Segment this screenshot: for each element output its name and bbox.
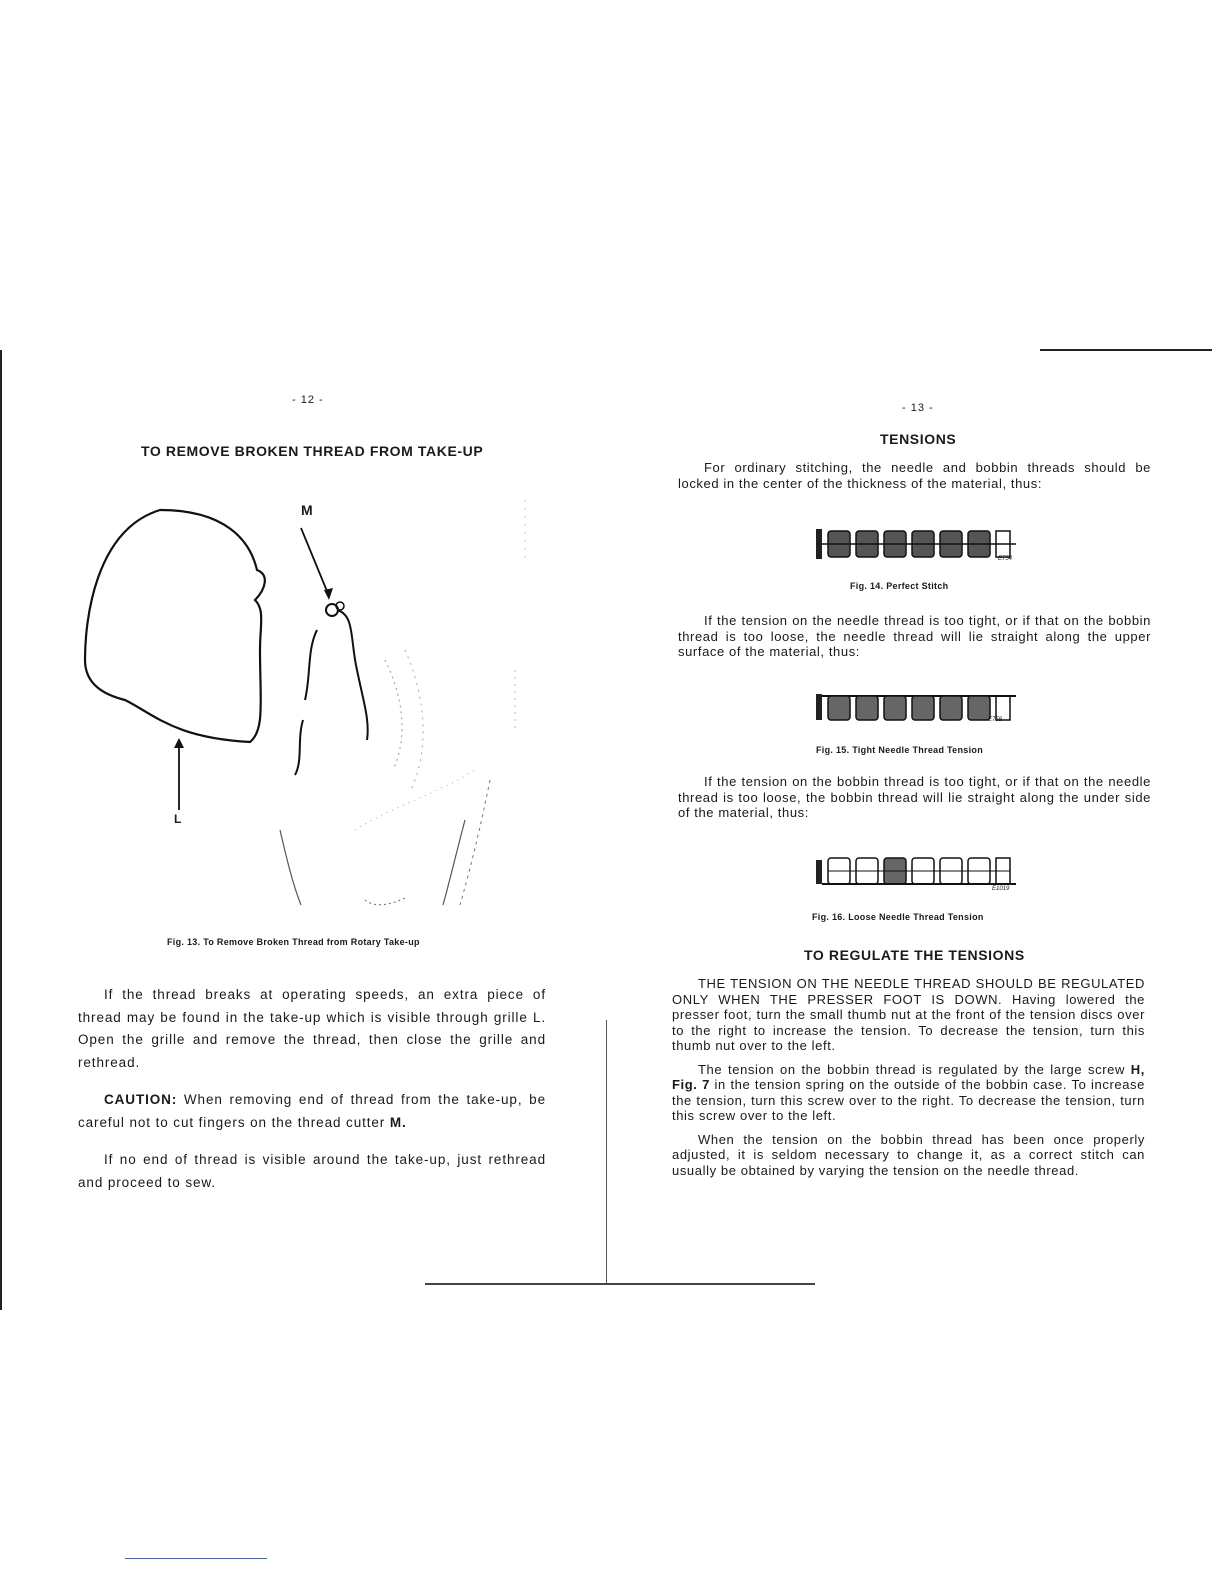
center-fold-line [606, 1020, 607, 1285]
tensions-heading: TENSIONS [880, 431, 957, 447]
regulate-body [672, 976, 1145, 1178]
left-para-3: If no end of thread is visible around the take-up, just rethread and proceed to sew. [78, 1152, 546, 1190]
caution-label: CAUTION: [104, 1092, 178, 1107]
loose-text: If the tension on the bobbin thread is too tight, or if that on the needle thread is too loose, the bobbin thread will lie straight along the under side of the material, thus: [678, 774, 1151, 820]
caution-ref: M. [389, 1114, 407, 1130]
reg-para-2-ref: H, Fig. 7 [672, 1061, 1145, 1092]
right-page-number: - 13 - [902, 402, 934, 414]
reg-para-2-a: The tension on the bobbin thread is regulated by the large screw [698, 1061, 1131, 1077]
tight-tension-text [678, 613, 1151, 660]
caution-text: When removing end of thread from the take-up, be careful not to cut fingers on the thread cutter [78, 1092, 546, 1130]
fig13-caption: Fig. 13. To Remove Broken Thread from Rotary Take-up [167, 937, 420, 947]
left-para-1: If the thread breaks at operating speeds, an extra piece of thread may be found in the take-up which is visible through grille L. Open the grille and remove the thread, then close the grille and rethread. [78, 987, 546, 1070]
intro-text: For ordinary stitching, the needle and bobbin threads should be locked in the center of the thickness of the material, thus: [678, 460, 1151, 491]
label-m: M [301, 502, 313, 518]
left-page-number: - 12 - [292, 394, 324, 406]
fig16-stitch-diagram [816, 854, 1020, 894]
tensions-intro [678, 460, 1151, 491]
fig14-code: E754 [998, 556, 1013, 562]
fig15-code: E758 [988, 717, 1003, 723]
reg-para-2 [672, 1062, 1145, 1124]
fig15-stitch-diagram [816, 690, 1020, 726]
caution-para [78, 1089, 546, 1134]
scan-border-left [0, 350, 2, 1310]
fig15-caption: Fig. 15. Tight Needle Thread Tension [816, 745, 983, 755]
left-page-heading: TO REMOVE BROKEN THREAD FROM TAKE-UP [141, 443, 484, 459]
fig16-code: E1019 [992, 886, 1010, 892]
reg-para-2-b: in the tension spring on the outside of the bobbin case. To increase the tension, turn this screw over to the right. To decrease the tension, turn this screw over to the left. [672, 1077, 1145, 1123]
reg-para-1: THE TENSION ON THE NEEDLE THREAD SHOULD BE REGULATED ONLY WHEN THE PRESSER FOOT IS DOWN. Having lowered the presser foot, turn the small thumb nut at the front of the tension discs over to the right to increase the tension. To decrease the tension, turn this thumb nut over to the left. [672, 976, 1145, 1053]
figure-13 [75, 500, 545, 920]
regulate-heading: TO REGULATE THE TENSIONS [804, 947, 1025, 963]
reg-para-3: When the tension on the bobbin thread has been once properly adjusted, it is seldom necessary to change it, as a correct stitch can usually be obtained by varying the tension on the needle thread. [672, 1131, 1145, 1178]
loose-tension-text [678, 774, 1151, 821]
take-up-illustration [75, 500, 545, 920]
tight-text: If the tension on the needle thread is too tight, or if that on the bobbin thread is too loose, the needle thread will lie straight along the upper surface of the material, thus: [678, 613, 1151, 659]
left-body [78, 984, 546, 1194]
fig16-caption: Fig. 16. Loose Needle Thread Tension [812, 912, 984, 922]
label-l: L [174, 812, 182, 826]
scan-border-top-right [1040, 349, 1212, 351]
bottom-blue-line [125, 1558, 267, 1559]
fig14-stitch-diagram [816, 525, 1020, 565]
bottom-scan-edge [425, 1283, 815, 1285]
fig14-caption: Fig. 14. Perfect Stitch [850, 581, 949, 591]
